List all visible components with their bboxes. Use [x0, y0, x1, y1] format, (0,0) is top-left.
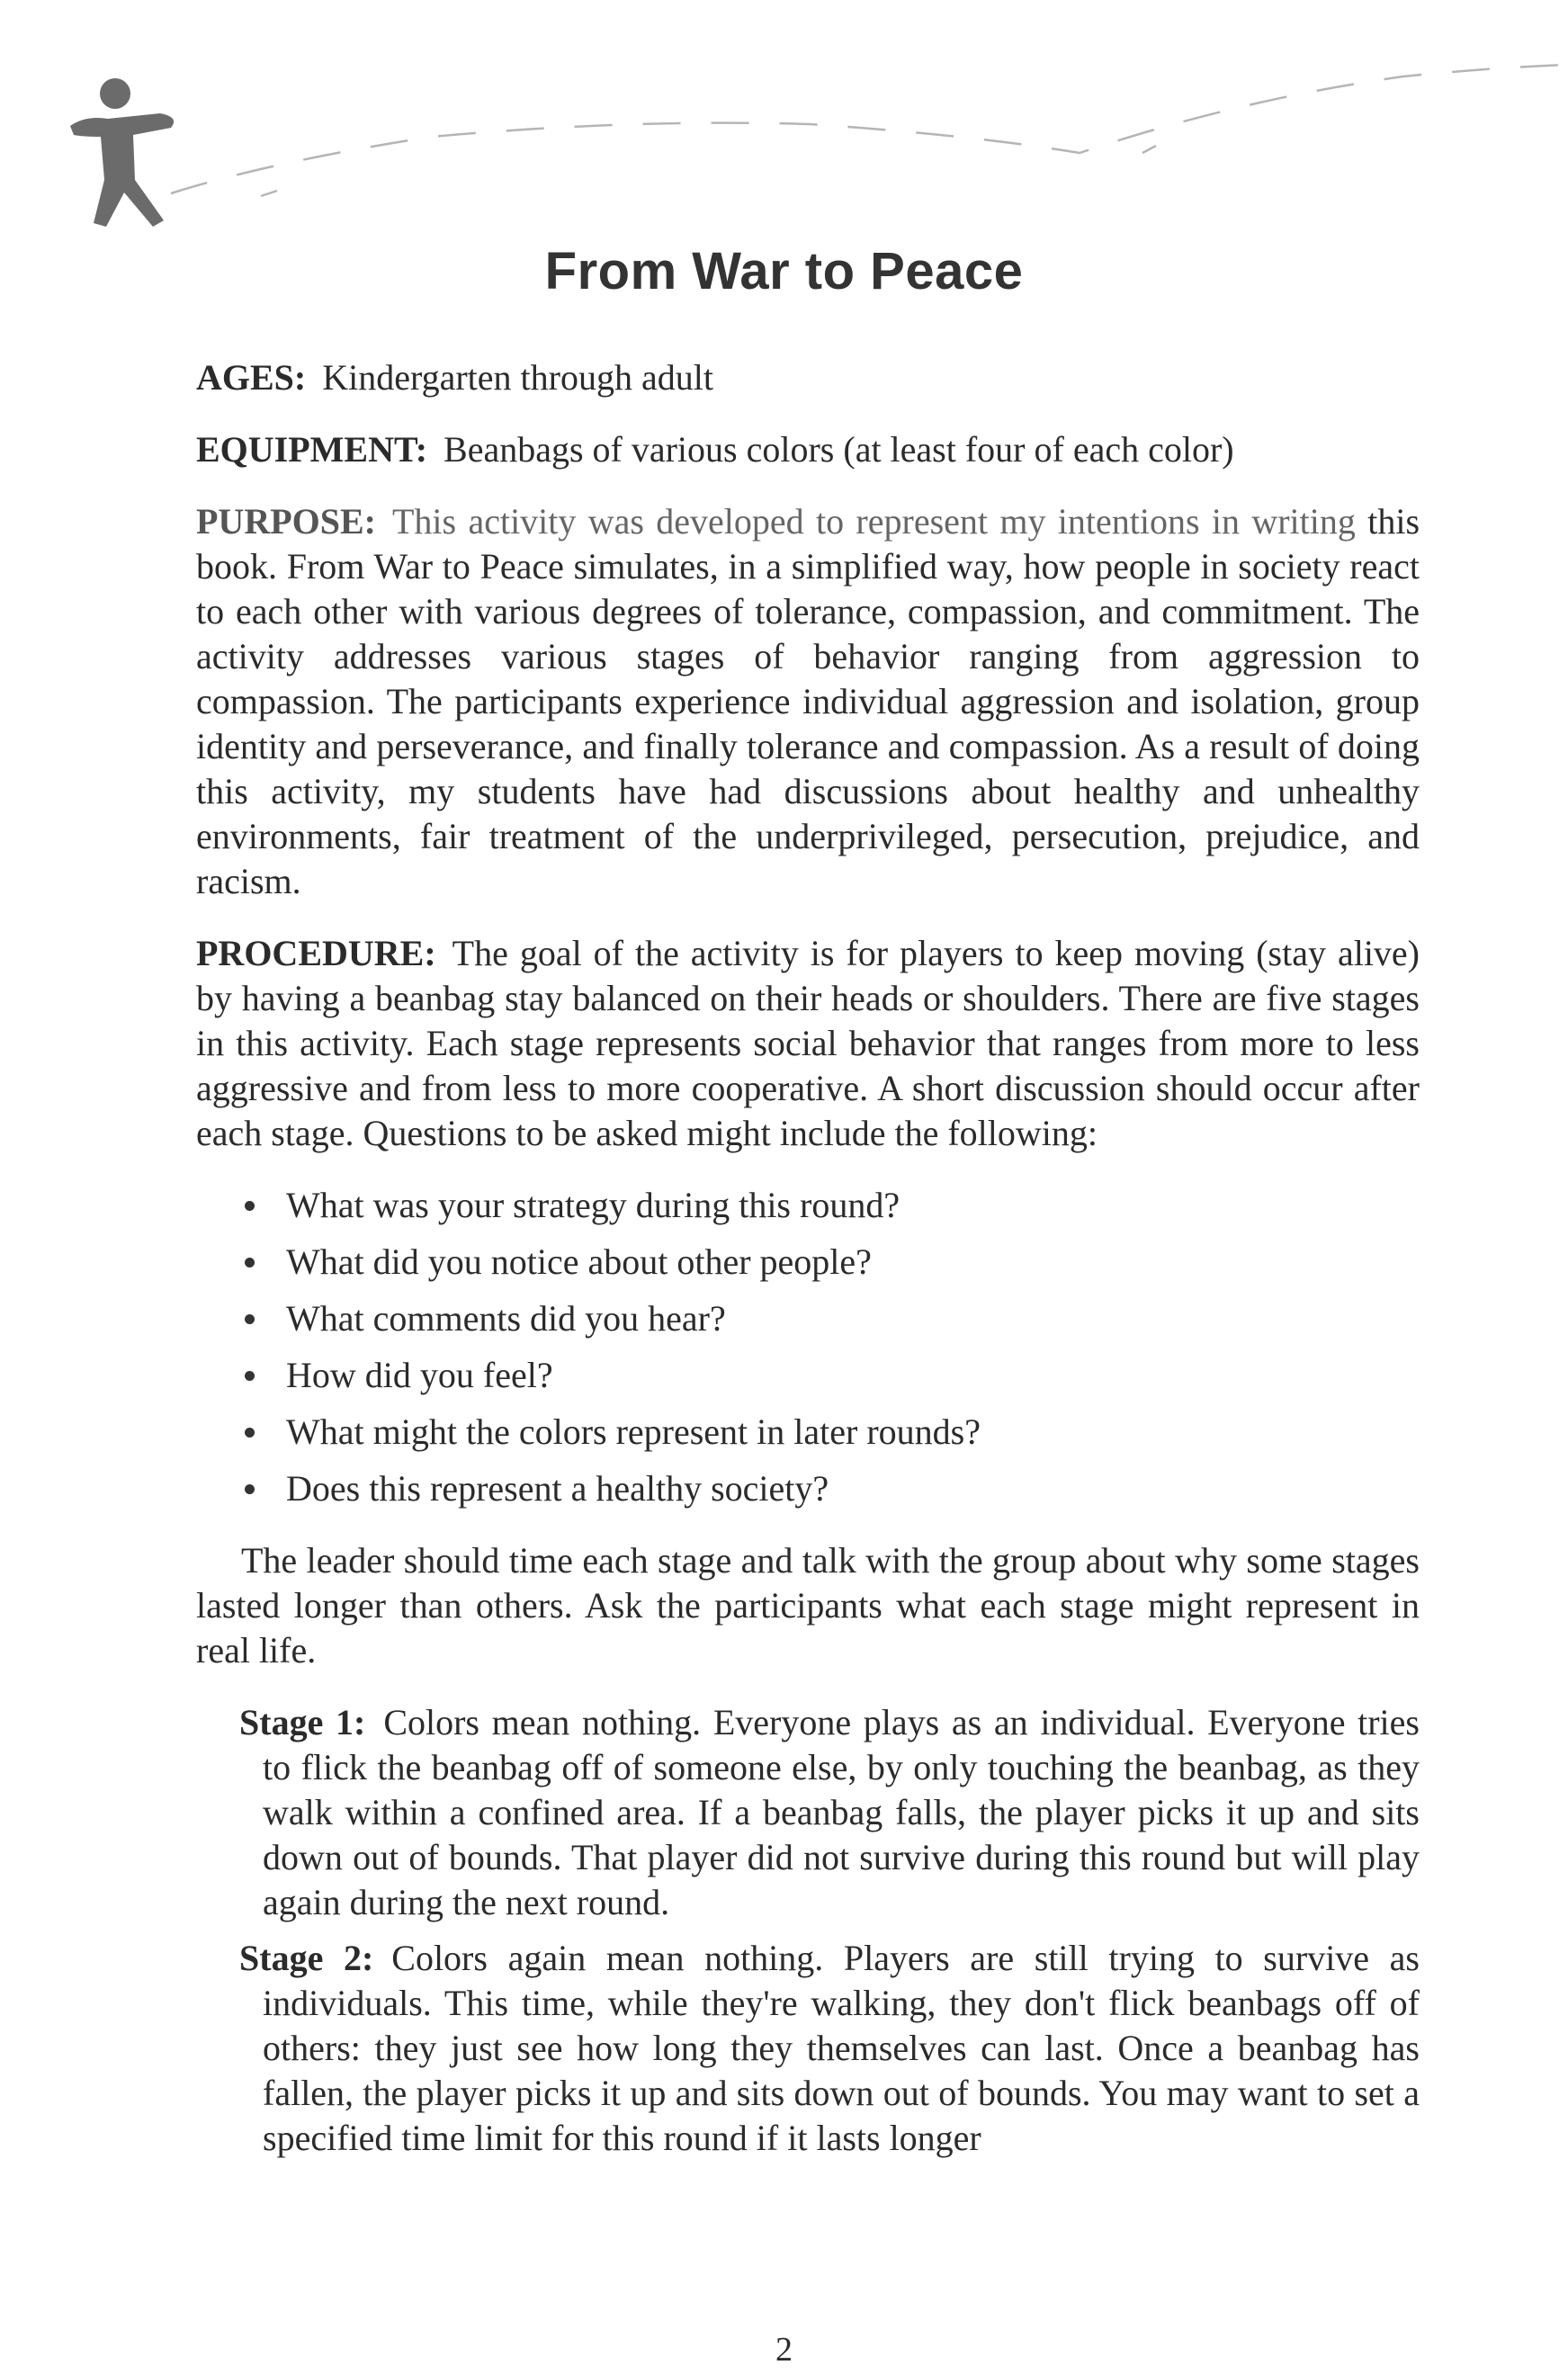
list-item: What did you notice about other people? — [239, 1240, 1420, 1285]
header-decoration — [0, 0, 1568, 270]
list-item: How did you feel? — [239, 1353, 1420, 1398]
leader-note: The leader should time each stage and talk with the group about why some stages lasted longer than others. Ask the participants what each stage might represent in real life. — [196, 1540, 1420, 1671]
stage-1-text: Colors mean nothing. Everyone plays as an individual. Everyone tries to flick the beanbag off of someone else, by only touching the beanbag, as they walk within a confined area. If a beanbag falls, the player picks it up and sits down out of bounds. That player did not survive during this round but will play again during the next round. — [263, 1702, 1420, 1922]
procedure-paragraph — [196, 931, 1420, 1156]
purpose-text: this book. From War to Peace simulates, in a simplified way, how people in society react to each other with various degrees of tolerance, compassion, and commitment. The activity addresses various stages of behavior ranging from aggression to compassion. The participants experience individual aggression and isolation, group identity and perseverance, and finally tolerance and compassion. As a result of doing this activity, my students have had discussions about healthy and unhealthy environments, fair treatment of the underprivileged, persecution, prejudice, and racism. — [196, 501, 1420, 901]
bullet-icon — [245, 1314, 255, 1324]
equipment-field — [196, 427, 1420, 472]
equipment-value: Beanbags of various colors (at least four of each color) — [444, 429, 1234, 470]
ages-value: Kindergarten through adult — [322, 357, 713, 398]
page-number: 2 — [775, 2331, 793, 2369]
ages-label: AGES: — [196, 357, 307, 398]
purpose-label: PURPOSE: — [196, 501, 376, 542]
equipment-label: EQUIPMENT: — [196, 429, 428, 470]
list-item: Does this represent a healthy society? — [239, 1466, 1420, 1511]
list-item: What comments did you hear? — [239, 1296, 1420, 1341]
list-item: What might the colors represent in later rounds? — [239, 1410, 1420, 1455]
dashed-arc — [171, 65, 1565, 193]
ages-field — [196, 355, 1420, 400]
bullet-icon — [245, 1201, 255, 1211]
stage-2-text: Colors again mean nothing. Players are still trying to survive as individuals. This time, while they're walking, they don't flick beanbags off of others: they just see how long they themselves can last. Once a beanbag has fallen, the player picks it up and sits down out of bounds. You may want to set a specified time limit for this round if it lasts longer — [263, 1938, 1420, 2158]
bullet-icon — [245, 1371, 255, 1381]
purpose-paragraph — [196, 499, 1420, 904]
bullet-icon — [245, 1484, 255, 1494]
bullet-icon — [245, 1428, 255, 1438]
list-item: What was your strategy during this round? — [239, 1183, 1420, 1228]
question-list — [239, 1183, 1420, 1511]
stage-2 — [239, 1936, 1420, 2161]
page-title: From War to Peace — [544, 242, 1024, 300]
bullet-icon — [245, 1258, 255, 1268]
stage-2-label: Stage 2: — [239, 1938, 374, 1978]
procedure-text: The goal of the activity is for players to keep moving (stay alive) by having a beanbag stay balanced on their heads or shoulders. There are five stages in this activity. Each stage represents social behavior that ranges from more to less aggressive and from less to more cooperative. A short discussion should occur after each stage. Questions to be asked might include the following: — [196, 933, 1420, 1153]
purpose-lead: This activity was developed to represent my intentions in writing — [392, 501, 1356, 542]
procedure-label: PROCEDURE: — [196, 933, 436, 973]
main-content — [196, 355, 1420, 2172]
person-figure-icon — [70, 78, 174, 227]
stage-1-label: Stage 1: — [239, 1702, 366, 1742]
stage-1 — [239, 1700, 1420, 1925]
